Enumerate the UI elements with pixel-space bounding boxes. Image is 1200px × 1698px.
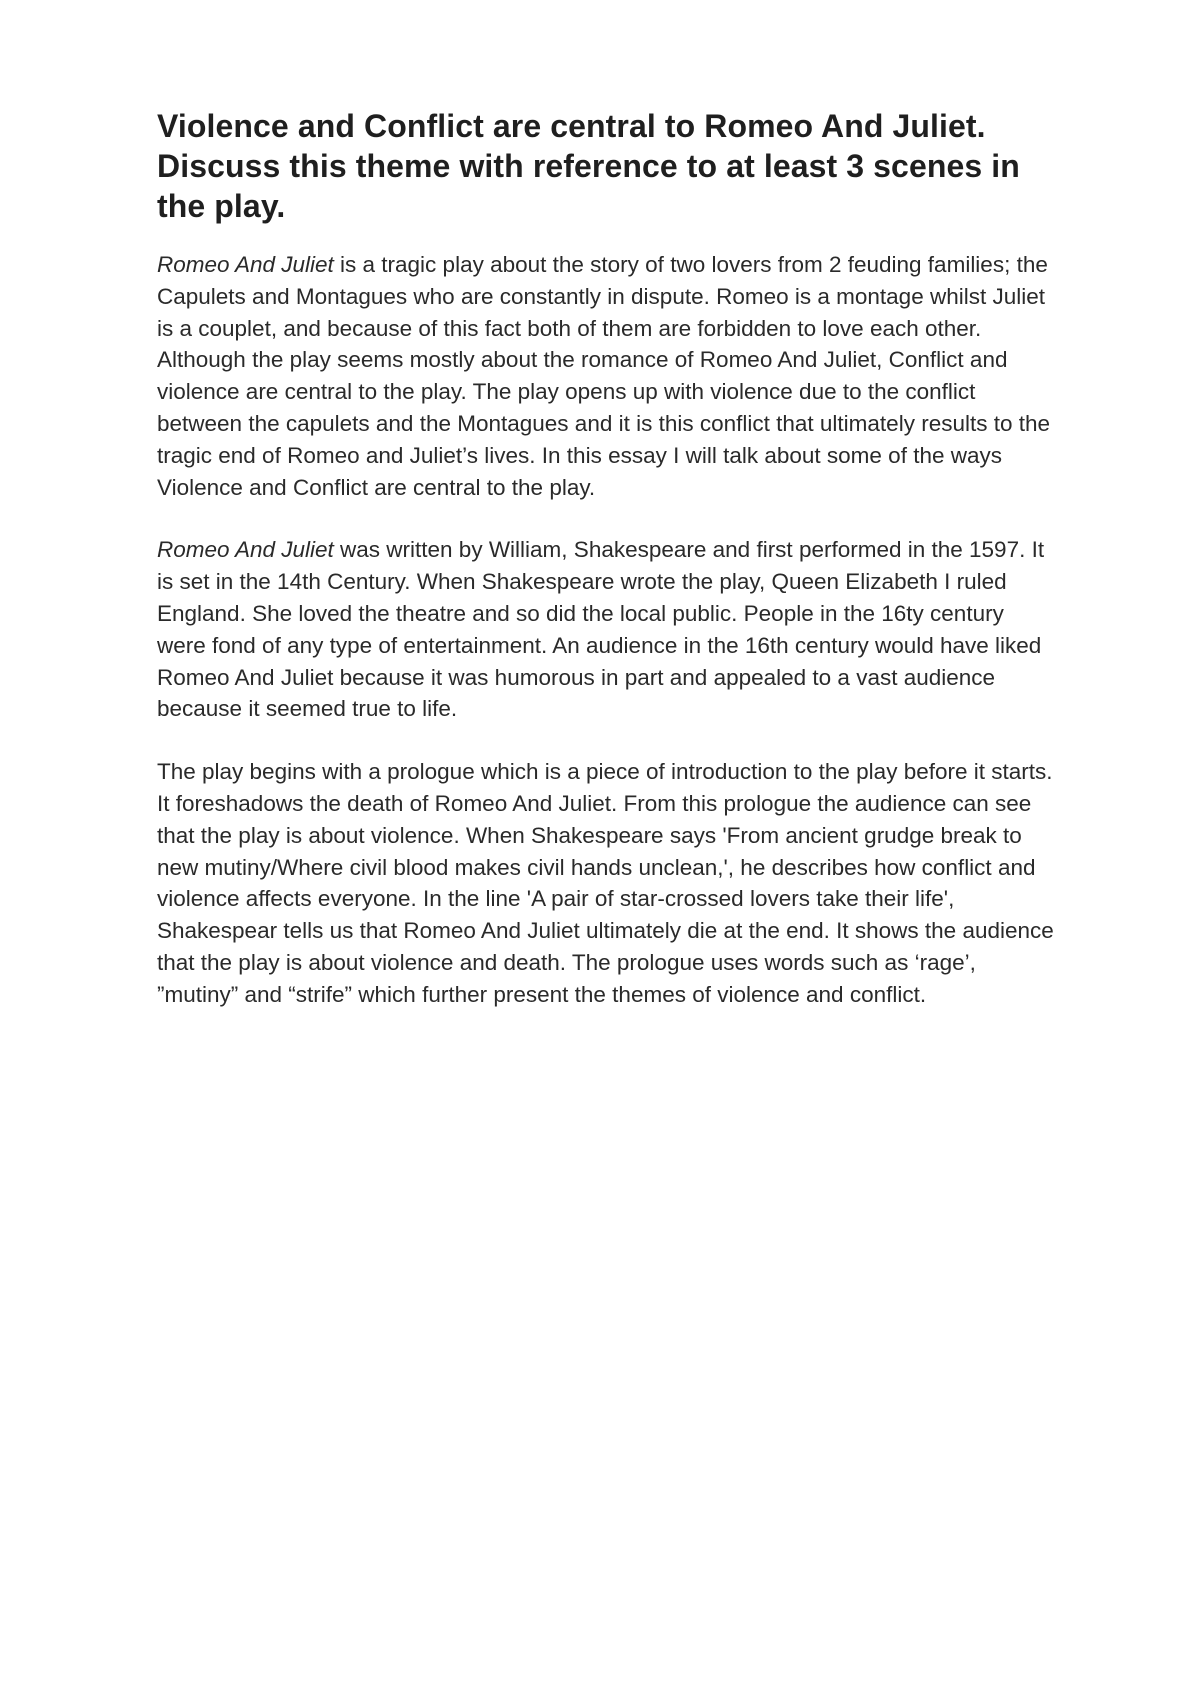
paragraph-prologue — [157, 756, 1057, 1010]
paragraph-introduction — [157, 249, 1057, 503]
paragraph-text: The play begins with a prologue which is a piece of introduction to the play before it starts. It foreshadows the death of Romeo And Juliet. From this prologue the audience can see that the play is about violence. When Shakespeare says 'From ancient grudge break to new mutiny/Where civil blood makes civil hands unclean,', he describes how conflict and violence affects everyone. In the line 'A pair of star-crossed lovers take their life', Shakespear tells us that Romeo And Juliet ultimately die at the end. It shows the audience that the play is about violence and death. The prologue uses words such as ‘rage’, ”mutiny” and “strife” which further present the themes of violence and conflict. — [157, 759, 1054, 1007]
paragraph-text: was written by William, Shakespeare and first performed in the 1597. It is set in the 14th Century. When Shakespeare wrote the play, Queen Elizabeth I ruled England. She loved the theatre and so did the local public. People in the 16ty century were fond of any type of entertainment. An audience in the 16th century would have liked Romeo And Juliet because it was humorous in part and appealed to a vast audience because it seemed true to life. — [157, 537, 1045, 722]
play-title-italic: Romeo And Juliet — [157, 252, 334, 277]
document-body — [157, 106, 1057, 1011]
page-title: Violence and Conflict are central to Romeo And Juliet. Discuss this theme with reference to at least 3 scenes in the play. — [157, 108, 1020, 224]
paragraph-text: is a tragic play about the story of two lovers from 2 feuding families; the Capulets and Montagues who are constantly in dispute. Romeo is a montage whilst Juliet is a couplet, and because of this fact both of them are forbidden to love each other. Although the play seems mostly about the romance of Romeo And Juliet, Conflict and violence are central to the play. The play opens up with violence due to the conflict between the capulets and the Montagues and it is this conflict that ultimately results to the tragic end of Romeo and Juliet’s lives. In this essay I will talk about some of the ways Violence and Conflict are central to the play. — [157, 252, 1051, 500]
paragraph-context — [157, 534, 1057, 725]
play-title-italic: Romeo And Juliet — [157, 537, 334, 563]
